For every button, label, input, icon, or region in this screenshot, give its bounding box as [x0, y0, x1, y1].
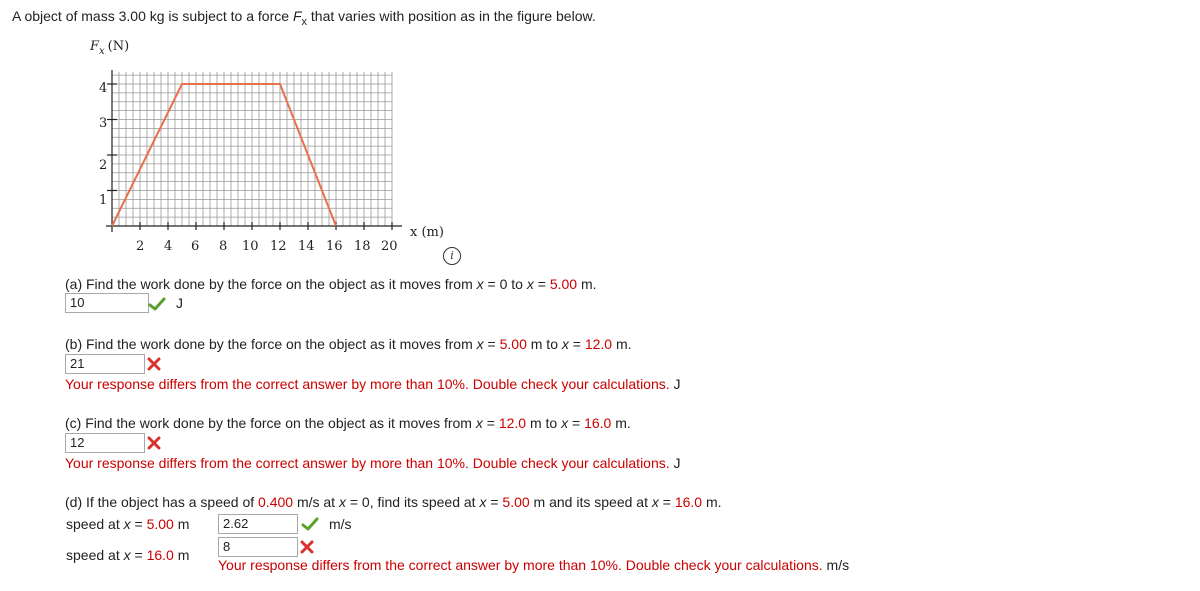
- info-icon[interactable]: i: [443, 247, 461, 265]
- force-subscript: x: [301, 15, 307, 28]
- correct-check-icon: [148, 297, 166, 311]
- incorrect-x-icon: [300, 540, 314, 554]
- part-d-question: (d) If the object has a speed of 0.400 m/s at x = 0, find its speed at x = 5.00 m and its speed at x = 16.0 m.: [65, 494, 722, 510]
- speed-row2-label: speed at x = 16.0 m: [66, 547, 190, 563]
- incorrect-x-icon: [147, 357, 161, 371]
- x-tick-label: 14: [298, 239, 315, 254]
- problem-intro-b: that varies with position as in the figure below.: [307, 8, 596, 24]
- x-tick-label: 8: [219, 239, 228, 254]
- graph-grid: [112, 72, 392, 226]
- y-tick-label: 4: [99, 81, 108, 96]
- y-axis-label: $F_x$ (N): [90, 39, 130, 57]
- x-tick-label: 6: [191, 239, 200, 254]
- part-a-answer-input[interactable]: 10: [65, 293, 149, 313]
- part-c-answer-input[interactable]: 12: [65, 433, 145, 453]
- y-tick-label: 1: [99, 193, 108, 208]
- part-b-feedback: Your response differs from the correct answer by more than 10%. Double check your calculations. J: [65, 376, 681, 392]
- graph-axes: [106, 70, 402, 232]
- x-tick-label: 20: [381, 239, 398, 254]
- speed-row2-answer-input[interactable]: 8: [218, 537, 298, 557]
- y-tick-label: 3: [99, 116, 108, 131]
- x-tick-label: 12: [270, 239, 287, 254]
- force-variable: F: [292, 8, 302, 24]
- part-a-unit: J: [176, 295, 183, 311]
- x-tick-label: 4: [164, 239, 173, 254]
- speed-row1-unit: m/s: [329, 516, 352, 532]
- x-tick-label: 10: [242, 239, 259, 254]
- x-tick-label: 2: [136, 239, 145, 254]
- problem-statement: [12, 8, 596, 28]
- speed-row1-label: speed at x = 5.00 m: [66, 516, 190, 532]
- force-position-graph: [80, 30, 540, 270]
- part-a-question: (a) Find the work done by the force on the object as it moves from x = 0 to x = 5.00 m.: [65, 276, 597, 292]
- speed-row2-feedback: Your response differs from the correct answer by more than 10%. Double check your calculations. m/s: [218, 557, 850, 573]
- speed-row1-answer-input[interactable]: 2.62: [218, 514, 298, 534]
- x-axis-label: x (m): [410, 225, 444, 240]
- incorrect-x-icon: [147, 436, 161, 450]
- part-c-question: (c) Find the work done by the force on the object as it moves from x = 12.0 m to x = 16.0 m.: [65, 415, 631, 431]
- x-tick-label: 16: [326, 239, 343, 254]
- part-b-question: (b) Find the work done by the force on the object as it moves from x = 5.00 m to x = 12.0 m.: [65, 336, 632, 352]
- part-b-answer-input[interactable]: 21: [65, 354, 145, 374]
- part-c-feedback: Your response differs from the correct answer by more than 10%. Double check your calculations. J: [65, 455, 681, 471]
- y-tick-label: 2: [99, 158, 108, 173]
- x-tick-label: 18: [354, 239, 371, 254]
- problem-intro-a: A object of mass 3.00 kg is subject to a force: [12, 8, 293, 24]
- correct-check-icon: [301, 517, 319, 531]
